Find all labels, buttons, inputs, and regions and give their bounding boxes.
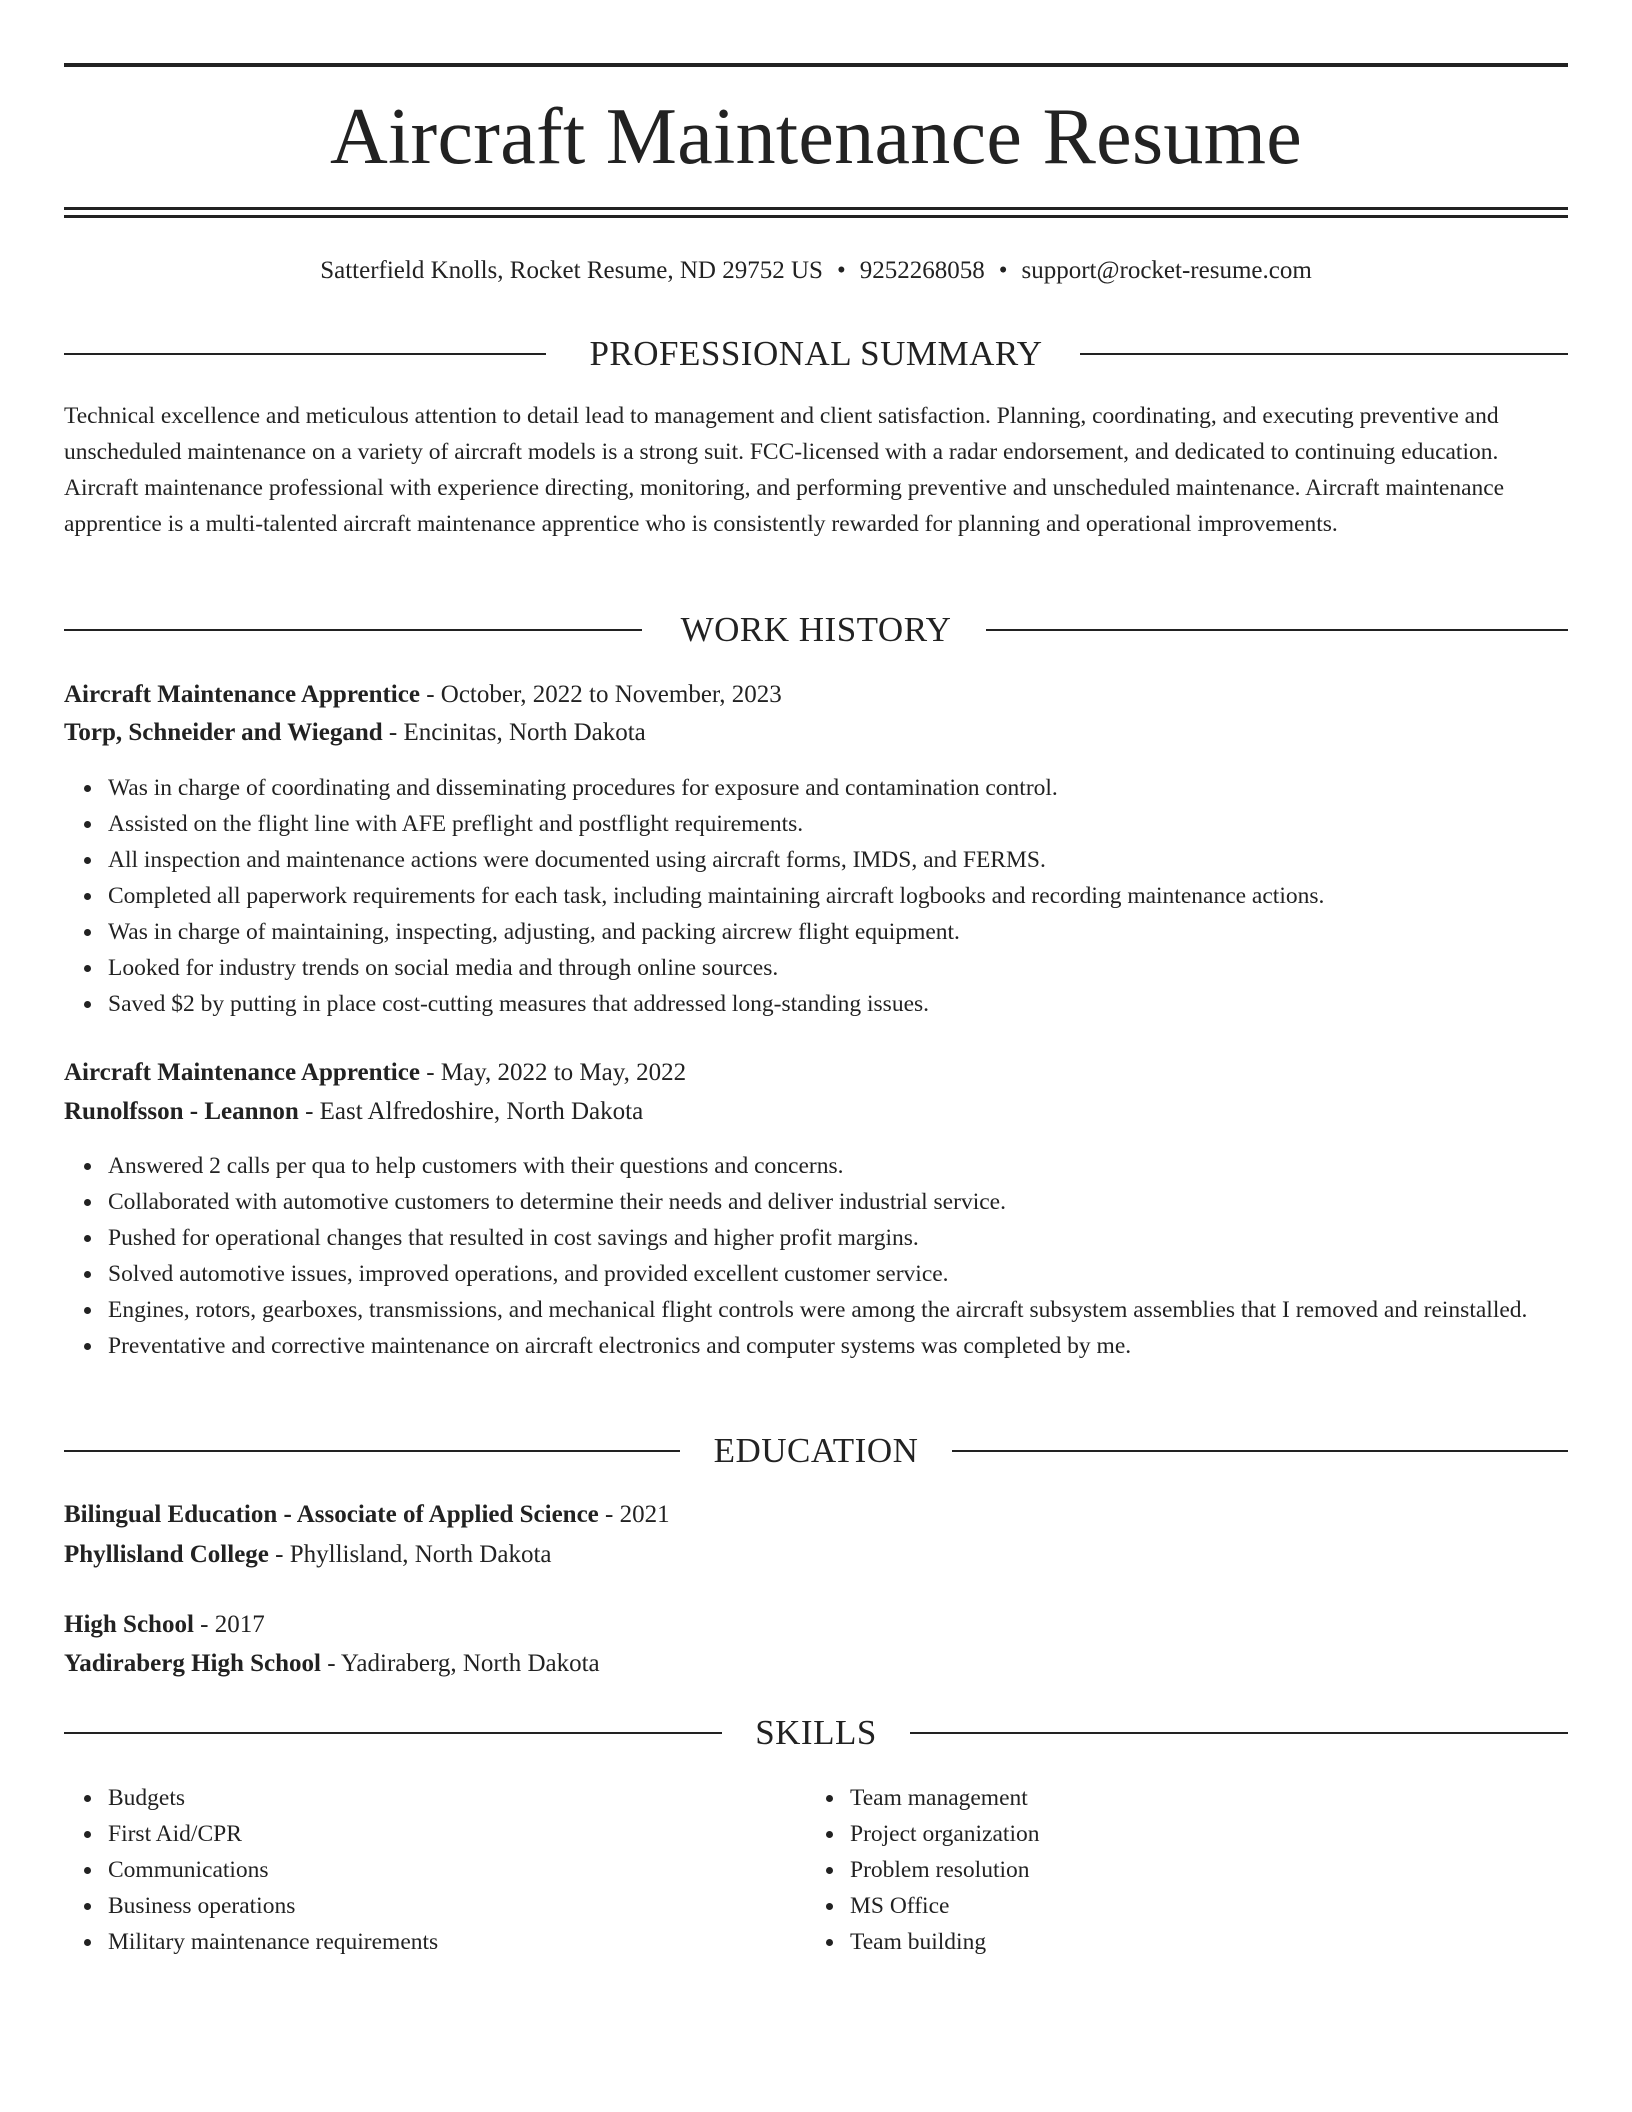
job-dates: - October, 2022 to November, 2023 [419, 681, 782, 708]
education-degree: High School [64, 1611, 194, 1638]
skills-list-right [806, 1780, 1632, 1960]
list-item: All inspection and maintenance actions were documented using aircraft forms, IMDS, and FERMS. [108, 842, 1612, 878]
job-location: - East Alfredoshire, North Dakota [298, 1098, 644, 1125]
resume-title: Aircraft Maintenance Resume [329, 93, 1303, 181]
education-location: - Yadiraberg, North Dakota [320, 1650, 600, 1677]
skill-item: First Aid/CPR [108, 1816, 1612, 1852]
summary-paragraph: Technical excellence and meticulous attention to detail lead to management and client satisfaction. Planning, coordinating, and executing preventive and unscheduled maintenance on a variety of aircraft models is a strong suit. FCC-licensed with a radar endorsement, and dedicated to continuing education. Aircraft maintenance professional with experience directing, monitoring, and performing preventive and unscheduled maintenance. Aircraft maintenance apprentice is a multi-talented aircraft maintenance apprentice who is consistently rewarded for planning and operational improvements. [64, 403, 1505, 537]
section-title: WORK HISTORY [680, 610, 952, 649]
education-location: - Phyllisland, North Dakota [268, 1541, 552, 1568]
list-item: Engines, rotors, gearboxes, transmissions, and mechanical flight controls were among the aircraft subsystem assemblies that I removed and reinstalled. [108, 1292, 1612, 1328]
contact-separator: • [836, 257, 846, 284]
list-item: Preventative and corrective maintenance on aircraft electronics and computer systems was completed by me. [108, 1328, 1612, 1364]
section-title: PROFESSIONAL SUMMARY [589, 334, 1043, 373]
education-school-line [64, 1537, 1568, 1573]
contact-separator: • [998, 257, 1008, 284]
skill-item: Communications [108, 1852, 1612, 1888]
job-company: Runolfsson - Leannon [64, 1098, 299, 1125]
education-school-line [64, 1646, 1568, 1682]
job-title: Aircraft Maintenance Apprentice [64, 1059, 420, 1086]
top-rule [64, 63, 1568, 67]
section-title: EDUCATION [713, 1431, 919, 1470]
job-company: Torp, Schneider and Wiegand [64, 719, 383, 746]
section-heading-work [64, 610, 1568, 650]
education-year: - 2021 [598, 1501, 670, 1528]
job-company-line [64, 715, 1568, 751]
list-item: Was in charge of coordinating and disseminating procedures for exposure and contamination control. [108, 770, 1612, 806]
skill-item: Military maintenance requirements [108, 1924, 1612, 1960]
title-rule-lower [64, 215, 1568, 218]
education-year: - 2017 [193, 1611, 265, 1638]
list-item: Completed all paperwork requirements for each task, including maintaining aircraft logbooks and recording maintenance actions. [108, 878, 1612, 914]
job-bullets [64, 770, 1612, 1022]
skill-item: Problem resolution [850, 1852, 1632, 1888]
education-degree: Bilingual Education - Associate of Applied Science [64, 1501, 599, 1528]
job-bullets [64, 1148, 1612, 1364]
list-item: Solved automotive issues, improved operations, and provided excellent customer service. [108, 1256, 1612, 1292]
list-item: Looked for industry trends on social media and through online sources. [108, 950, 1612, 986]
section-heading-education [64, 1431, 1568, 1471]
list-item: Collaborated with automotive customers to determine their needs and deliver industrial service. [108, 1184, 1612, 1220]
list-item: Answered 2 calls per qua to help customers with their questions and concerns. [108, 1148, 1612, 1184]
skill-item: MS Office [850, 1888, 1632, 1924]
education-school: Phyllisland College [64, 1541, 269, 1568]
skill-item: Team building [850, 1924, 1632, 1960]
skill-item: Project organization [850, 1816, 1632, 1852]
section-heading-summary [64, 334, 1568, 374]
contact-address: Satterfield Knolls, Rocket Resume, ND 29752 US [320, 257, 823, 284]
job-company-line [64, 1094, 1568, 1130]
job-title: Aircraft Maintenance Apprentice [64, 681, 420, 708]
job-title-line [64, 1055, 1568, 1091]
contact-phone: 9252268058 [859, 257, 985, 284]
skill-item: Budgets [108, 1780, 1612, 1816]
skill-item: Business operations [108, 1888, 1612, 1924]
list-item: Was in charge of maintaining, inspecting, adjusting, and packing aircrew flight equipment. [108, 914, 1612, 950]
job-location: - Encinitas, North Dakota [382, 719, 646, 746]
job-dates: - May, 2022 to May, 2022 [419, 1059, 687, 1086]
list-item: Assisted on the flight line with AFE preflight and postflight requirements. [108, 806, 1612, 842]
section-heading-skills [64, 1713, 1568, 1753]
education-degree-line [64, 1607, 1568, 1643]
skill-item: Team management [850, 1780, 1632, 1816]
contact-line [64, 254, 1568, 288]
education-school: Yadiraberg High School [64, 1650, 321, 1677]
job-title-line [64, 677, 1568, 713]
title-rule-upper [64, 207, 1568, 210]
list-item: Pushed for operational changes that resulted in cost savings and higher profit margins. [108, 1220, 1612, 1256]
contact-email: support@rocket-resume.com [1021, 257, 1312, 284]
education-degree-line [64, 1497, 1568, 1533]
section-title: SKILLS [755, 1713, 877, 1752]
list-item: Saved $2 by putting in place cost-cutting measures that addressed long-standing issues. [108, 986, 1612, 1022]
